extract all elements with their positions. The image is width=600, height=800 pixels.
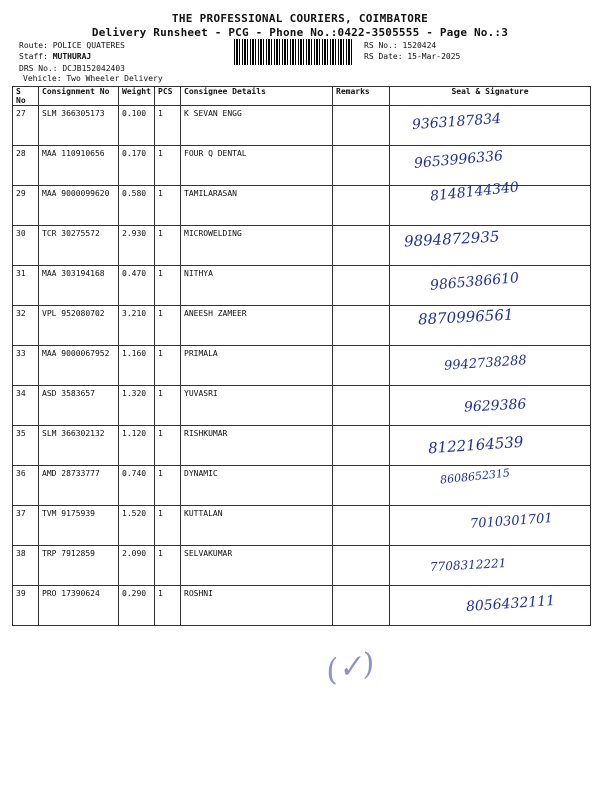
signature-phone: 8056432111 xyxy=(465,592,556,616)
cell-weight: 0.100 xyxy=(119,106,155,146)
cell-consignment: MAA 9000099620 xyxy=(39,186,119,226)
cell-sno: 39 xyxy=(13,586,39,626)
signature-phone: 7010301701 xyxy=(469,511,554,532)
cell-consignee: TAMILARASAN xyxy=(181,186,333,226)
signature-phone: 9653996336 xyxy=(413,148,504,172)
cell-remarks xyxy=(333,186,390,226)
cell-consignment: VPL 952080702 xyxy=(39,306,119,346)
cell-pcs: 1 xyxy=(155,346,181,386)
cell-consignment: AMD 28733777 xyxy=(39,466,119,506)
cell-sno: 29 xyxy=(13,186,39,226)
signature-phone: 9894872935 xyxy=(403,227,500,251)
cell-sno: 35 xyxy=(13,426,39,466)
cell-consignee: YUVASRI xyxy=(181,386,333,426)
cell-consignment: TCR 30275572 xyxy=(39,226,119,266)
col-weight: Weight xyxy=(119,87,155,106)
cell-pcs: 1 xyxy=(155,146,181,186)
col-consignment: Consignment No xyxy=(39,87,119,106)
table-row xyxy=(13,546,591,586)
cell-weight: 2.090 xyxy=(119,546,155,586)
cell-remarks xyxy=(333,546,390,586)
cell-consignee: DYNAMIC xyxy=(181,466,333,506)
cell-signature xyxy=(390,586,591,626)
cell-consignee: NITHYA xyxy=(181,266,333,306)
cell-remarks xyxy=(333,146,390,186)
cell-signature xyxy=(390,386,591,426)
cell-remarks xyxy=(333,306,390,346)
cell-weight: 1.160 xyxy=(119,346,155,386)
cell-weight: 0.740 xyxy=(119,466,155,506)
cell-consignee: RISHKUMAR xyxy=(181,426,333,466)
cell-sno: 28 xyxy=(13,146,39,186)
cell-consignment: TVM 9175939 xyxy=(39,506,119,546)
cell-weight: 1.520 xyxy=(119,506,155,546)
cell-signature xyxy=(390,306,591,346)
cell-signature xyxy=(390,346,591,386)
cell-sno: 33 xyxy=(13,346,39,386)
col-remarks: Remarks xyxy=(333,87,390,106)
cell-weight: 0.470 xyxy=(119,266,155,306)
cell-remarks xyxy=(333,466,390,506)
signature-phone: 9363187834 xyxy=(411,110,502,134)
cell-pcs: 1 xyxy=(155,426,181,466)
table-row xyxy=(13,266,591,306)
cell-sno: 32 xyxy=(13,306,39,346)
cell-consignee: KUTTALAN xyxy=(181,506,333,546)
cell-weight: 1.320 xyxy=(119,386,155,426)
cell-consignee: FOUR Q DENTAL xyxy=(181,146,333,186)
cell-remarks xyxy=(333,426,390,466)
cell-remarks xyxy=(333,106,390,146)
rs-number: RS No.: 1520424 xyxy=(364,41,437,50)
cell-sno: 27 xyxy=(13,106,39,146)
signature-phone: 8122164539 xyxy=(427,432,524,458)
cell-remarks xyxy=(333,346,390,386)
cell-remarks xyxy=(333,506,390,546)
cell-sno: 38 xyxy=(13,546,39,586)
cell-signature xyxy=(390,466,591,506)
cell-consignee: ROSHNI xyxy=(181,586,333,626)
cell-weight: 0.580 xyxy=(119,186,155,226)
col-pcs: PCS xyxy=(155,87,181,106)
cell-remarks xyxy=(333,586,390,626)
cell-signature xyxy=(390,546,591,586)
table-header xyxy=(13,87,591,106)
signature-phone: 9629386 xyxy=(463,396,527,416)
table-row xyxy=(13,426,591,466)
cell-pcs: 1 xyxy=(155,266,181,306)
cell-signature xyxy=(390,506,591,546)
cell-consignee: ANEESH ZAMEER xyxy=(181,306,333,346)
cell-remarks xyxy=(333,266,390,306)
table-row xyxy=(13,106,591,146)
cell-signature xyxy=(390,106,591,146)
cell-weight: 2.930 xyxy=(119,226,155,266)
cell-consignment: ASD 3583657 xyxy=(39,386,119,426)
table-row xyxy=(13,466,591,506)
staff-value: MUTHURAJ xyxy=(52,52,92,61)
signature-phone: 8148144340 xyxy=(429,179,520,205)
cell-pcs: 1 xyxy=(155,106,181,146)
signature-phone: 9942738288 xyxy=(443,353,528,374)
drs-number: DRS No.: DCJB152042403 xyxy=(19,64,125,73)
table-row xyxy=(13,506,591,546)
cell-signature xyxy=(390,179,591,226)
cell-consignee: K SEVAN ENGG xyxy=(181,106,333,146)
table-row xyxy=(13,386,591,426)
table-row xyxy=(13,146,591,186)
cell-signature xyxy=(390,146,591,186)
signature-phone: 8608652315 xyxy=(439,466,511,487)
cell-pcs: 1 xyxy=(155,386,181,426)
cell-signature xyxy=(390,426,591,466)
staff xyxy=(19,52,91,61)
cell-pcs: 1 xyxy=(155,546,181,586)
cell-consignment: MAA 303194168 xyxy=(39,266,119,306)
cell-weight: 0.290 xyxy=(119,586,155,626)
cell-consignee: MICROWELDING xyxy=(181,226,333,266)
cell-weight: 3.210 xyxy=(119,306,155,346)
cell-pcs: 1 xyxy=(155,506,181,546)
col-sno: S No xyxy=(13,87,39,106)
table-row xyxy=(13,306,591,346)
cell-pcs: 1 xyxy=(155,466,181,506)
table-row xyxy=(13,346,591,386)
col-consignee: Consignee Details xyxy=(181,87,333,106)
cell-consignee: SELVAKUMAR xyxy=(181,546,333,586)
cell-sno: 30 xyxy=(13,226,39,266)
runsheet-subtitle: Delivery Runsheet - PCG - Phone No.:0422-3505555 - Page No.:3 xyxy=(91,26,509,39)
signature-phone: 7708312221 xyxy=(429,556,507,574)
cell-signature xyxy=(390,226,591,266)
cell-weight: 1.120 xyxy=(119,426,155,466)
cell-signature xyxy=(390,266,591,306)
col-signature: Seal & Signature xyxy=(390,87,591,106)
cell-consignment: TRP 7912859 xyxy=(39,546,119,586)
cell-pcs: 1 xyxy=(155,586,181,626)
cell-sno: 34 xyxy=(13,386,39,426)
rs-date: RS Date: 15-Mar-2025 xyxy=(364,52,461,61)
staff-label: Staff: xyxy=(19,52,53,61)
signature-phone: 9865386610 xyxy=(429,270,520,294)
cell-sno: 36 xyxy=(13,466,39,506)
barcode xyxy=(234,39,354,65)
cell-consignment: SLM 366305173 xyxy=(39,106,119,146)
table-row xyxy=(13,186,591,226)
table-row xyxy=(13,586,591,626)
cell-consignee: PRIMALA xyxy=(181,346,333,386)
cell-sno: 37 xyxy=(13,506,39,546)
runsheet-table xyxy=(12,86,591,626)
table-row xyxy=(13,226,591,266)
cell-consignment: SLM 366302132 xyxy=(39,426,119,466)
stamp-scribble: (✓) xyxy=(323,646,378,689)
cell-sno: 31 xyxy=(13,266,39,306)
cell-pcs: 1 xyxy=(155,306,181,346)
route: Route: POLICE QUATERES xyxy=(19,41,125,50)
company-title: THE PROFESSIONAL COURIERS, COIMBATORE xyxy=(171,12,429,25)
cell-remarks xyxy=(333,226,390,266)
vehicle: Vehicle: Two Wheeler Delivery xyxy=(23,74,163,83)
signature-phone: 8870996561 xyxy=(417,305,514,329)
cell-pcs: 1 xyxy=(155,186,181,226)
cell-consignment: PRO 17390624 xyxy=(39,586,119,626)
cell-weight: 0.170 xyxy=(119,146,155,186)
cell-consignment: MAA 9000067952 xyxy=(39,346,119,386)
cell-pcs: 1 xyxy=(155,226,181,266)
cell-consignment: MAA 110910656 xyxy=(39,146,119,186)
cell-remarks xyxy=(333,386,390,426)
